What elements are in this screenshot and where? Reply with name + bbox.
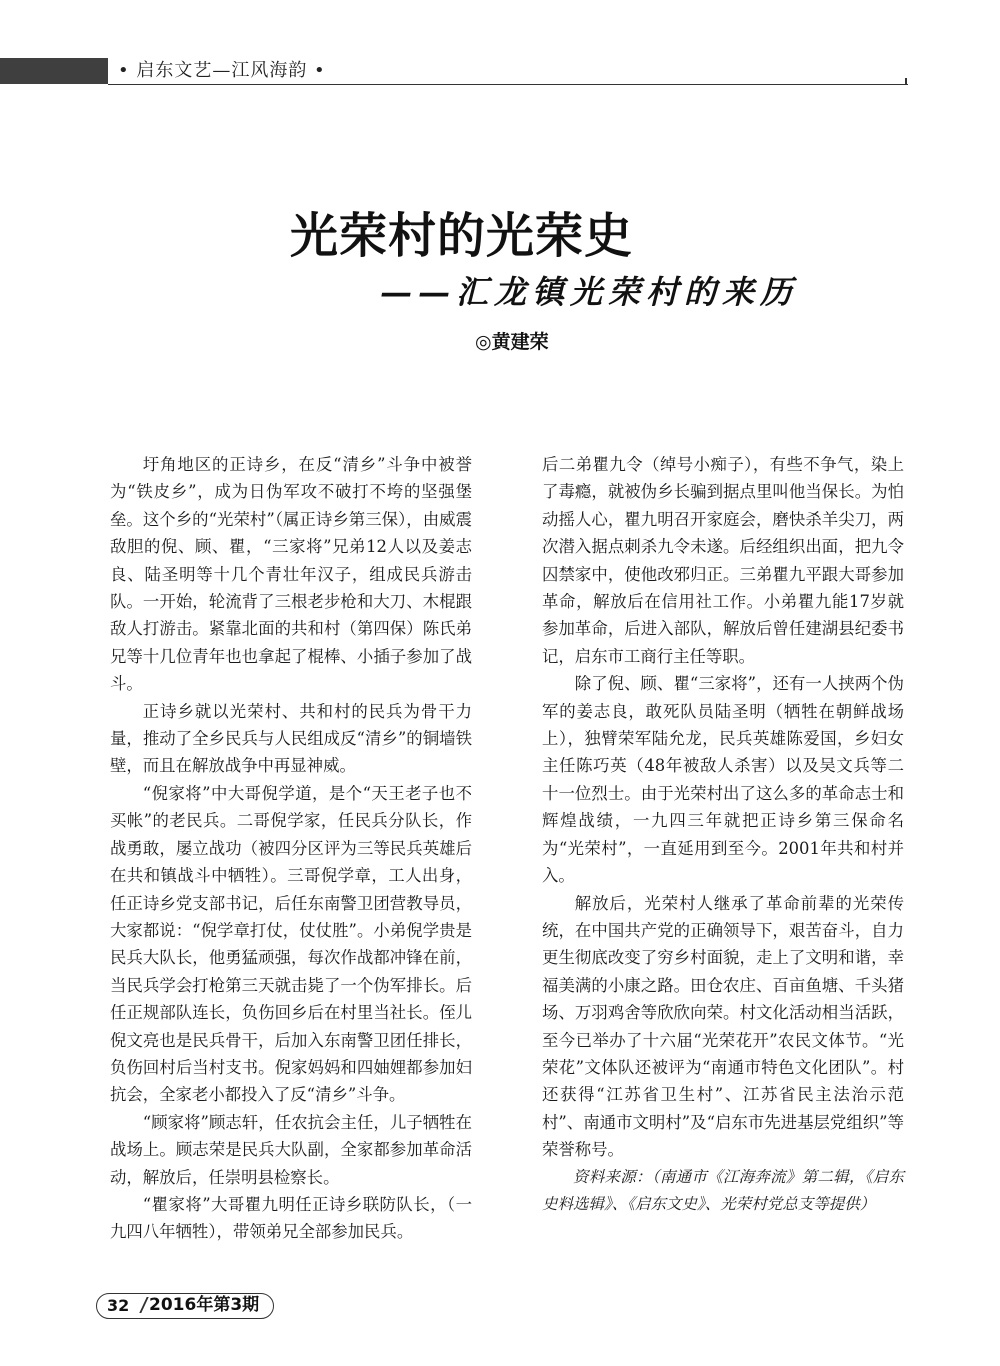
paragraph: 解放后，光荣村人继承了革命前辈的光荣传统，在中国共产党的正确领导下，艰苦奋斗，自力更生彻底改变了穷乡村面貌，走上了文明和谐，幸福美满的小康之路。田仓农庄、百亩鱼塘、千头猪场、万羽鸡舍等欣欣向荣。村文化活动相当活跃，至今已举办了十六届“光荣花开”农民文体节。“光荣花”文体队还被评为“南通市特色文化团队”。村还获得“江苏省卫生村”、江苏省民主法治示范村”、南通市文明村”及“启东市先进基层党组织”等荣誉称号。 — [542, 893, 904, 1160]
body-column-left — [110, 451, 472, 1246]
article-title: 光荣村的光荣史 — [290, 208, 634, 264]
paragraph-continued: 后二弟瞿九令（绰号小痴子），有些不争气，染上了毒瘾，就被伪乡长骗到据点里叫他当保长。为怕动摇人心，瞿九明召开家庭会，磨快杀羊尖刀，两次潜入据点刺杀九令未遂。后经组织出面，把九令囚禁家中，使他改邪归正。三弟瞿九平跟大哥参加革命，解放后在信用社工作。小弟瞿九能17岁就参加革命，后进入部队，解放后曾任建湖县纪委书记，启东市工商行主任等职。 — [542, 455, 904, 666]
running-header: • 启东文艺—江风海韵 • — [118, 60, 326, 81]
paragraph: “顾家将”顾志轩，任农抗会主任，儿子牺牲在战场上。顾志荣是民兵大队副，全家都参加革命活动，解放后，任崇明县检察长。 — [110, 1112, 472, 1187]
paragraph: “倪家将”中大哥倪学道，是个“天王老子也不买帐”的老民兵。二哥倪学家，任民兵分队长，作战勇敢，屡立战功（被四分区评为三等民兵英雄后在共和镇战斗中牺牲）。三哥倪学章，工人出身，任正诗乡党支部书记，后任东南警卫团营教导员，大家都说：“倪学章打仗，仗仗胜”。小弟倪学贵是民兵大队长，他勇猛顽强，每次作战都冲锋在前，当民兵学会打枪第三天就击毙了一个伪军排长。后任正规部队连长，负伤回乡后在村里当社长。侄儿倪文亮也是民兵骨干，后加入东南警卫团任排长，负伤回村后当村支书。倪家妈妈和四妯娌都参加妇抗会，全家老小都投入了反“清乡”斗争。 — [110, 783, 472, 1105]
article-subtitle: ——汇龙镇光荣村的来历 — [380, 273, 799, 311]
body-column-right — [542, 451, 904, 1218]
header-rule-end — [905, 78, 907, 85]
page-number: 32 — [107, 1296, 130, 1315]
source-note: 资料来源：（南通市《江海奔流》第二辑，《启东史料选辑》、《启东文史》、光荣村党总支等提供） — [542, 1167, 904, 1213]
page-footer-tab — [96, 1293, 274, 1319]
issue-label: 2016年第3期 — [149, 1295, 260, 1315]
paragraph: 除了倪、顾、瞿“三家将”，还有一人挟两个伪军的姜志良，敢死队员陆圣明（牺牲在朝鲜战场上），独臂荣军陆允龙，民兵英雄陈爱国，乡妇女主任陈巧英（48年被敌人杀害）以及吴文兵等二十一位烈士。由于光荣村出了这么多的革命志士和辉煌战绩，一九四三年就把正诗乡第三保命名为“光荣村”，一直延用到至今。2001年共和村并入。 — [542, 674, 904, 886]
paragraph: 正诗乡就以光荣村、共和村的民兵为骨干力量，推动了全乡民兵与人民组成反“清乡”的铜墙铁壁，而且在解放战争中再显神威。 — [110, 701, 472, 776]
paragraph: 圩角地区的正诗乡，在反“清乡”斗争中被誉为“铁皮乡”，成为日伪军攻不破打不垮的坚强堡垒。这个乡的“光荣村”（属正诗乡第三保），由威震敌胆的倪、顾、瞿，“三家将”兄弟12人以及姜志良、陆圣明等十几个青壮年汉子，组成民兵游击队。一开始，轮流背了三根老步枪和大刀、木棍跟敌人打游击。紧靠北面的共和村（第四保）陈氏弟兄等十几位青年也也拿起了棍棒、小插子参加了战斗。 — [110, 455, 472, 694]
header-bar — [0, 58, 108, 84]
header-rule — [108, 84, 908, 85]
author-byline: ◎黄建荣 — [475, 331, 549, 353]
footer-separator — [129, 1297, 148, 1313]
paragraph: “瞿家将”大哥瞿九明任正诗乡联防队长，（一九四八年牺牲），带领弟兄全部参加民兵。 — [110, 1194, 472, 1242]
